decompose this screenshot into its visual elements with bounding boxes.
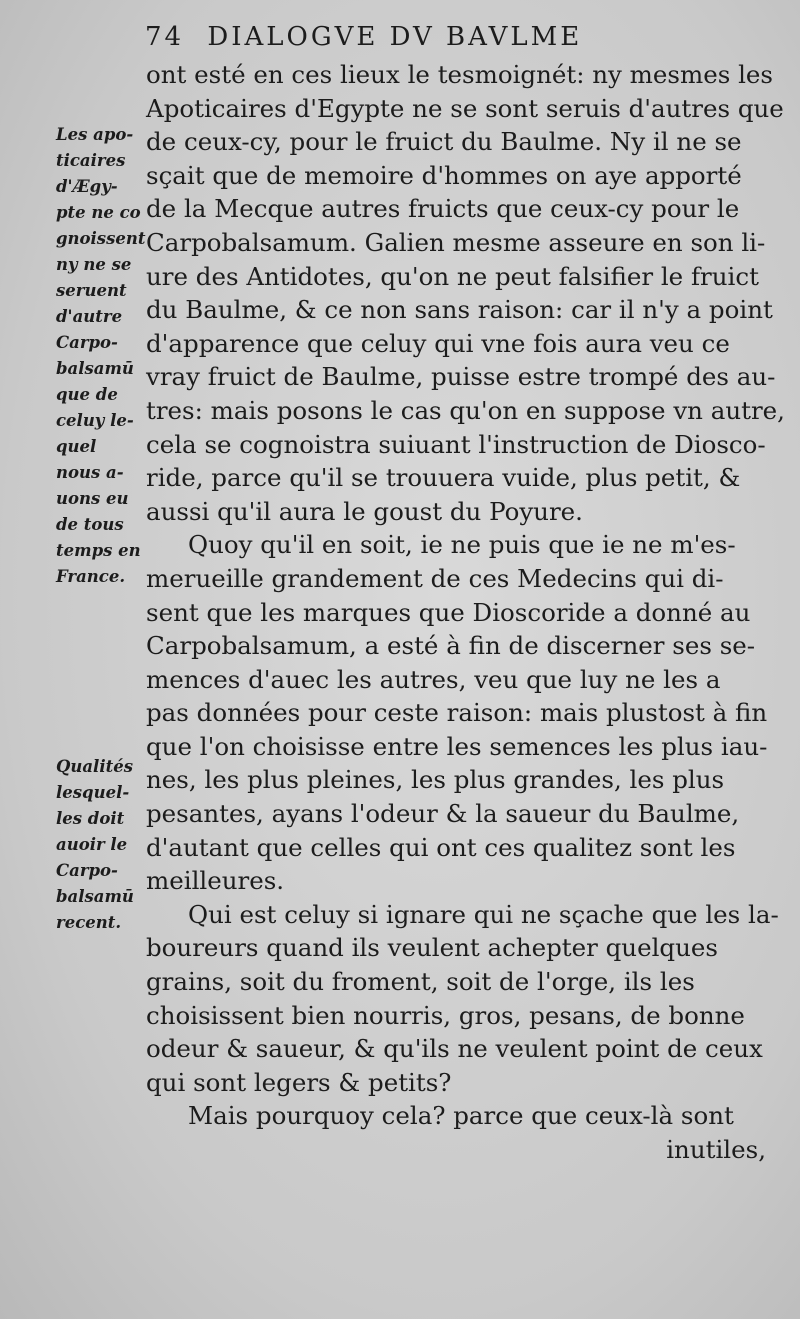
text-line: vray fruict de Baulme, puisse estre trompé des au- <box>146 362 776 392</box>
margin-note-line: d'Ægy- <box>56 177 118 196</box>
text-line: sçait que de memoire d'hommes on aye apporté <box>146 160 742 190</box>
text-line: qui sont legers & petits? <box>146 1067 452 1097</box>
margin-note-line: que de <box>56 385 118 404</box>
paragraph-start-line: Mais pourquoy cela? parce que ceux-là sont <box>188 1101 734 1131</box>
text-line: meilleures. <box>146 866 285 896</box>
text-line: ride, parce qu'il se trouuera vuide, plus petit, & <box>146 463 741 493</box>
margin-note-line: nous a- <box>56 463 124 482</box>
margin-note-line: de tous <box>56 515 124 534</box>
margin-note-line: Carpo- <box>56 333 118 352</box>
margin-note-line: France. <box>56 567 126 586</box>
text-line: de la Mecque autres fruicts que ceux-cy pour le <box>146 194 740 224</box>
text-line: Apoticaires d'Egypte ne se sont seruis d'autres que <box>146 93 784 123</box>
text-line: mences d'auec les autres, veu que luy ne les a <box>146 664 721 694</box>
margin-note-line: celuy le- <box>56 411 134 430</box>
margin-note-line: lesquel- <box>56 783 130 802</box>
text-line: que l'on choisisse entre les semences les plus iau- <box>146 731 768 761</box>
text-line: aussi qu'il aura le goust du Poyure. <box>146 496 583 526</box>
margin-note-line: auoir le <box>56 835 128 854</box>
margin-note-line: quel <box>56 437 97 456</box>
margin-note-line: pte ne co <box>56 203 141 222</box>
text-line: Carpobalsamum, a esté à fin de discerner ses se- <box>146 631 756 661</box>
text-line: nes, les plus pleines, les plus grandes, les plus <box>146 765 725 795</box>
text-line: Carpobalsamum. Galien mesme asseure en son li- <box>146 227 766 257</box>
margin-note-line: balsamū <box>56 887 134 906</box>
text-line: grains, soit du froment, soit de l'orge, ils les <box>146 967 695 997</box>
page-header <box>145 22 785 52</box>
margin-note-line: les doit <box>56 809 125 828</box>
margin-note-line: Qualités <box>56 757 134 776</box>
margin-note-line: Carpo- <box>56 861 118 880</box>
text-line: tres: mais posons le cas qu'on en suppose vn autre, <box>146 395 785 425</box>
text-line: ont esté en ces lieux le tesmoignét: ny mesmes les <box>146 60 773 89</box>
margin-note <box>56 754 148 936</box>
text-line: d'apparence que celuy qui vne fois aura veu ce <box>146 328 730 358</box>
text-line: ure des Antidotes, qu'on ne peut falsifier le fruict <box>146 261 759 291</box>
text-line: choisissent bien nourris, gros, pesans, de bonne <box>146 1000 745 1030</box>
page-number: 74 <box>145 22 185 52</box>
margin-note-line: ticaires <box>56 151 126 170</box>
text-line: merueille grandement de ces Medecins qui di- <box>146 563 724 593</box>
margin-notes <box>56 122 148 936</box>
body-text <box>146 58 785 1167</box>
margin-note-line: temps en <box>56 541 141 560</box>
text-line: pas données pour ceste raison: mais plustost à fin <box>146 698 768 728</box>
catchword: inutiles, <box>666 1135 766 1164</box>
paragraph-start-line: Qui est celuy si ignare qui ne sçache que les la- <box>188 899 779 929</box>
margin-note-line: Les apo- <box>56 125 134 144</box>
paragraph-start-line: Quoy qu'il en soit, ie ne puis que ie ne m'es- <box>188 530 736 560</box>
text-line: d'autant que celles qui ont ces qualitez sont les <box>146 832 736 862</box>
text-line: boureurs quand ils veulent achepter quelques <box>146 933 718 963</box>
margin-note-line: gnoissent <box>56 229 146 248</box>
margin-note-line: seruent <box>56 281 127 300</box>
margin-note-line: d'autre <box>56 307 123 326</box>
margin-note-line: uons eu <box>56 489 129 508</box>
text-line: de ceux-cy, pour le fruict du Baulme. Ny il ne se <box>146 127 742 157</box>
text-line: pesantes, ayans l'odeur & la saueur du Baulme, <box>146 799 740 829</box>
running-title: DIALOGVE DV BAVLME <box>207 22 583 52</box>
margin-note-line: recent. <box>56 913 122 932</box>
margin-note <box>56 122 148 590</box>
text-line: cela se cognoistra suiuant l'instruction de Diosco- <box>146 429 766 459</box>
text-line: du Baulme, & ce non sans raison: car il n'y a point <box>146 295 773 325</box>
margin-note-line: ny ne se <box>56 255 132 274</box>
margin-note-line: balsamū <box>56 359 134 378</box>
text-line: odeur & saueur, & qu'ils ne veulent point de ceux <box>146 1034 763 1064</box>
text-line: sent que les marques que Dioscoride a donné au <box>146 597 751 627</box>
